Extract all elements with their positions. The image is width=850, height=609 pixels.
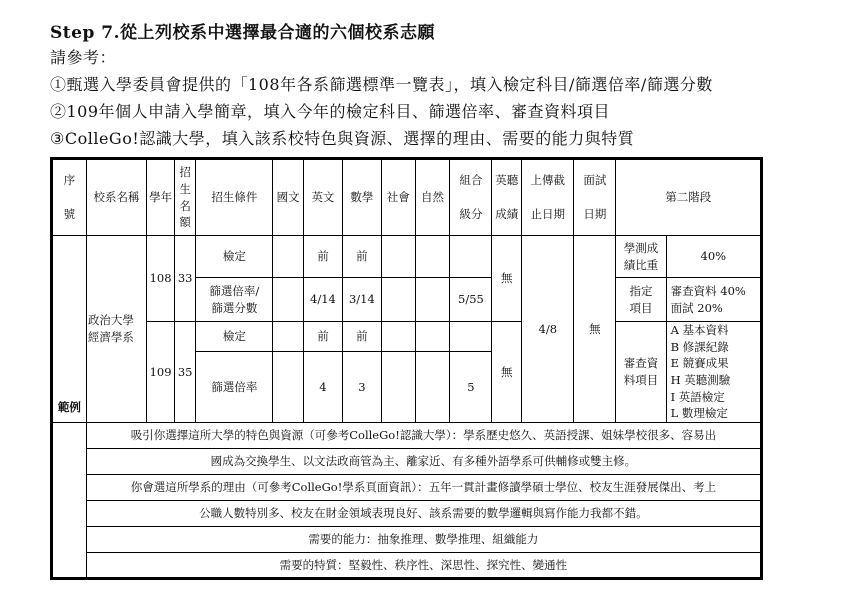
- row-109-check: [52, 322, 762, 352]
- stage2-weight-value: 40%: [666, 236, 761, 278]
- stage2-specified-items: 審查資料 40% 面試 20%: [666, 278, 761, 322]
- cell-108-check-math: 前: [342, 236, 381, 278]
- header-seq: 序 號: [52, 159, 87, 236]
- note-left-spacer: [52, 553, 87, 579]
- note-reason-line2: 公職人數特別多、校友在財金領域表現良好、該系需要的數學邏輯與寫作能力我都不錯。: [86, 501, 761, 527]
- stage2-specified-label: 指定 項目: [616, 278, 666, 322]
- note-reason-1: [52, 475, 762, 501]
- cond-108-screen: 篩選倍率/ 篩選分數: [196, 278, 273, 322]
- note-abilities: [52, 527, 762, 553]
- year-108: 108: [147, 236, 175, 322]
- cell-108-screen-english: 4/14: [303, 278, 342, 322]
- cell-109-screen-chinese: [273, 352, 304, 423]
- note-left-spacer: [52, 527, 87, 553]
- listening-109: 無: [492, 322, 522, 423]
- header-english: 英文: [303, 159, 342, 236]
- cell-109-check-social: [381, 322, 415, 352]
- cell-108-screen-math: 3/14: [342, 278, 381, 322]
- note-left-spacer: [52, 475, 87, 501]
- reference-item-2: ②109年個人申請入學簡章，填入今年的檢定科目、篩選倍率、審查資料項目: [50, 102, 611, 121]
- cell-109-check-chinese: [273, 322, 304, 352]
- reference-item-3: ③ColleGo!認識大學，填入該系校特色與資源、選擇的理由、需要的能力與特質: [50, 129, 635, 148]
- cell-109-check-group: [450, 322, 492, 352]
- reference-item-1: ①甄選入學委員會提供的「108年各系篩選標準一覽表」，填入檢定科目/篩選倍率/篩選分數: [50, 75, 713, 94]
- cell-109-screen-math: 3: [342, 352, 381, 423]
- header-social: 社會: [381, 159, 415, 236]
- stage2-weight-label: 學測成 績比重: [616, 236, 666, 278]
- choices-table: [50, 157, 763, 580]
- interview-date: 無: [574, 236, 616, 423]
- cell-109-screen-science: [415, 352, 450, 423]
- note-reason-2: [52, 501, 762, 527]
- note-features-2: [52, 449, 762, 475]
- cell-108-screen-group: 5/55: [450, 278, 492, 322]
- stage2-review-label: 審查資 料項目: [616, 322, 666, 423]
- header-science: 自然: [415, 159, 450, 236]
- cell-109-screen-english: 4: [303, 352, 342, 423]
- note-traits: [52, 553, 762, 579]
- cell-108-check-chinese: [273, 236, 304, 278]
- header-listening: 英聽 成績: [492, 159, 522, 236]
- cell-108-check-english: 前: [303, 236, 342, 278]
- cell-109-screen-social: [381, 352, 415, 423]
- school-name: 政治大學 經濟學系: [86, 236, 146, 423]
- header-school: 校系名稱: [86, 159, 146, 236]
- cond-109-check: 檢定: [196, 322, 273, 352]
- note-left-spacer: [52, 449, 87, 475]
- note-features-line1: 吸引你選擇這所大學的特色與資源（可參考ColleGo!認識大學）：學系歷史悠久、英語授課、姐妹學校很多、容易出: [86, 423, 761, 449]
- cell-108-screen-science: [415, 278, 450, 322]
- cell-109-check-math: 前: [342, 322, 381, 352]
- header-chinese: 國文: [273, 159, 304, 236]
- cell-108-screen-social: [381, 278, 415, 322]
- cell-109-check-english: 前: [303, 322, 342, 352]
- cell-108-check-science: [415, 236, 450, 278]
- note-left-spacer: [52, 501, 87, 527]
- header-upload-deadline: 上傳截 止日期: [522, 159, 574, 236]
- quota-108: 33: [174, 236, 196, 322]
- header-interview-date: 面試 日期: [574, 159, 616, 236]
- header-conditions: 招生條件: [196, 159, 273, 236]
- header-stage2: 第二階段: [616, 159, 762, 236]
- cell-108-check-social: [381, 236, 415, 278]
- reference-label: 請參考：: [50, 48, 117, 67]
- step-title: Step 7.從上列校系中選擇最合適的六個校系志願: [50, 23, 435, 43]
- row-108-check: [52, 236, 762, 278]
- header-row: [52, 159, 762, 236]
- listening-108: 無: [492, 236, 522, 322]
- upload-deadline: 4/8: [522, 236, 574, 423]
- cell-108-check-group: [450, 236, 492, 278]
- quota-109: 35: [174, 322, 196, 423]
- note-abilities-text: 需要的能力：抽象推理、數學推理、組織能力: [86, 527, 761, 553]
- header-year: 學年: [147, 159, 175, 236]
- header-group-score: 組合 級分: [450, 159, 492, 236]
- example-label: 範例: [52, 236, 87, 423]
- header-quota: 招 生 名 額: [174, 159, 196, 236]
- year-109: 109: [147, 322, 175, 423]
- note-features-1: [52, 423, 762, 449]
- note-reason-line1: 你會選這所學系的理由（可參考ColleGo!學系頁面資訊）：五年一貫計畫修讀學碩士學位、校友生涯發展傑出、考上: [86, 475, 761, 501]
- stage2-review-items: A 基本資料 B 修課紀錄 E 競賽成果 H 英聽測驗 I 英語檢定 L 數理檢定: [666, 322, 761, 423]
- cell-108-screen-chinese: [273, 278, 304, 322]
- cond-108-check: 檢定: [196, 236, 273, 278]
- note-features-line2: 國成為交換學生、以文法政商管為主、離家近、有多種外語學系可供輔修或雙主修。: [86, 449, 761, 475]
- header-math: 數學: [342, 159, 381, 236]
- note-traits-text: 需要的特質：堅毅性、秩序性、深思性、探究性、變通性: [86, 553, 761, 579]
- cell-109-check-science: [415, 322, 450, 352]
- cond-109-screen: 篩選倍率: [196, 352, 273, 423]
- note-left-spacer: [52, 423, 87, 449]
- cell-109-screen-group: 5: [450, 352, 492, 423]
